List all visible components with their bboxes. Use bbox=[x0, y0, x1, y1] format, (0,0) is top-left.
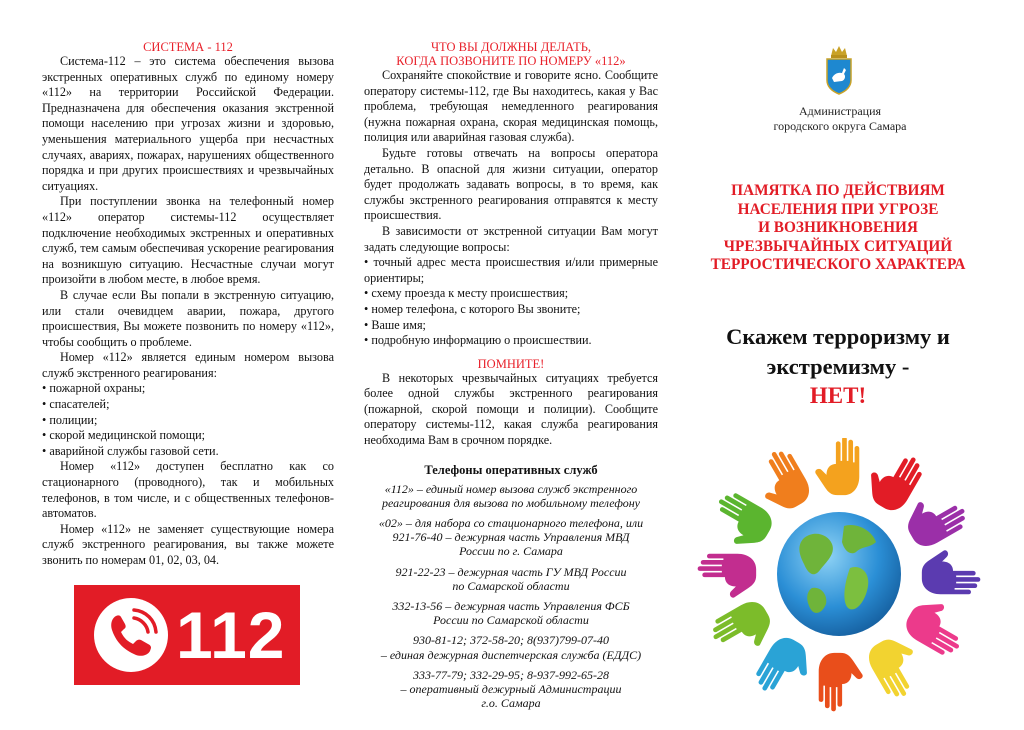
heading-line: ЧТО ВЫ ДОЛЖНЫ ДЕЛАТЬ, bbox=[430, 40, 592, 54]
section-heading-what-to-do bbox=[364, 40, 658, 68]
memo-title bbox=[682, 182, 994, 275]
list-item: • подробную информацию о происшествии. bbox=[364, 333, 658, 349]
title-line: НАСЕЛЕНИЯ ПРИ УГРОЗЕ bbox=[737, 200, 939, 218]
paragraph: Будьте готовы отвечать на вопросы оператора детально. В опасной для жизни ситуации, оператор будет продолжать задавать вопросы, в то время, как службы экстренного реагирования отправятся к месту происшествия. bbox=[364, 145, 658, 223]
questions-list bbox=[364, 255, 658, 349]
phone-line: «02» – для набора со стационарного телефона, или bbox=[378, 516, 644, 531]
samara-coat-of-arms-icon bbox=[822, 44, 856, 96]
hand-icon bbox=[860, 443, 927, 516]
globe-icon bbox=[777, 512, 901, 636]
phones-list bbox=[364, 482, 658, 711]
paragraph: Номер «112» не заменяет существующие номера служб экстренного реагирования, вы также можете звонить по номерам 01, 02, 03, 04. bbox=[42, 521, 334, 567]
admin-line: городского округа Самара bbox=[773, 118, 907, 133]
phone-line: 921-22-23 – дежурная часть ГУ МВД России bbox=[395, 564, 627, 579]
phone-line: 921-76-40 – дежурная часть Управления МВД bbox=[392, 530, 630, 545]
slogan-line: экстремизму - bbox=[766, 353, 910, 379]
list-item: • пожарной охраны; bbox=[42, 381, 334, 397]
column-system-112 bbox=[42, 40, 334, 569]
paragraph: Сохраняйте спокойствие и говорите ясно. Сообщите оператору системы-112, где Вы находитесь, какая у Вас проблема, требующая немедленного реагирования (нужна пожарная охрана, скорая медицинская помощь, полиция или аварийная газовая служба). bbox=[364, 68, 658, 145]
heading-line: КОГДА ПОЗВОНИТЕ ПО НОМЕРУ «112» bbox=[396, 54, 626, 68]
paragraph: Номер «112» доступен бесплатно как со стационарного (проводного), так и мобильных телефонов, в том числе, и с общественных телефонов-автоматов. bbox=[42, 459, 334, 521]
phone-line: России по Самарской области bbox=[433, 613, 589, 628]
hand-icon bbox=[922, 550, 981, 594]
slogan-line: Скажем терроризму и bbox=[726, 324, 950, 349]
slogan bbox=[682, 322, 994, 411]
list-item: • точный адрес места происшествия и/или примерные ориентиры; bbox=[364, 255, 658, 286]
list-item: • номер телефона, с которого Вы звоните; bbox=[364, 302, 658, 318]
title-line: ПАМЯТКА ПО ДЕЙСТВИЯМ bbox=[731, 182, 945, 199]
paragraph: Система-112 – это система обеспечения вызова экстренных оперативных служб по единому номеру «112» на территории Российской Федерации. Предназначена для обеспечения оказания экстренной помощи населению при угрозах жизни и здоровью, уменьшения материального ущерба при несчастных случаях, авариях, пожарах, нарушениях общественного порядка и при других происшествиях и чрезвычайных ситуациях. bbox=[42, 54, 334, 193]
paragraph: В случае если Вы попали в экстренную ситуацию, или стали очевидцем аварии, пожара, другого происшествия, Вы можете позвонить по номеру «112», чтобы сообщить о проблеме. bbox=[42, 287, 334, 349]
services-list bbox=[42, 381, 334, 459]
slogan-no: НЕТ! bbox=[809, 383, 867, 408]
phones-title: Телефоны оперативных служб bbox=[424, 462, 598, 477]
paragraph: В некоторых чрезвычайных ситуациях требуется более одной службы экстренного реагирования (пожарной, скорой помощи и полиции). Сообщите оператору системы-112, какая служба реагирования необходима Вам в срочном порядке. bbox=[364, 370, 658, 448]
hand-icon bbox=[698, 554, 757, 598]
hand-icon bbox=[751, 632, 818, 705]
hand-icon bbox=[815, 438, 859, 495]
phone-line: 930-81-12; 372-58-20; 8(937)799-07-40 bbox=[413, 633, 609, 648]
phone-entry bbox=[364, 668, 658, 711]
phone-line: – оперативный дежурный Администрации bbox=[400, 682, 622, 697]
list-item: • аварийной службы газовой сети. bbox=[42, 444, 334, 460]
title-line: ЧРЕЗВЫЧАЙНЫХ СИТУАЦИЙ bbox=[723, 237, 953, 255]
admin-line: Администрация bbox=[798, 104, 882, 118]
paragraph: В зависимости от экстренной ситуации Вам могут задать следующие вопросы: bbox=[364, 223, 658, 254]
list-item: • Ваше имя; bbox=[364, 318, 658, 334]
paragraph: Номер «112» является единым номером вызова служб экстренного реагирования: bbox=[42, 350, 334, 380]
administration-label bbox=[760, 104, 920, 133]
banner-number: 112 bbox=[176, 598, 286, 672]
phone-entry bbox=[364, 633, 658, 661]
banner-112 bbox=[74, 585, 300, 685]
title-line: И ВОЗНИКНОВЕНИЯ bbox=[758, 219, 918, 237]
globe-with-hands-image bbox=[694, 438, 984, 716]
list-item: • схему проезда к месту происшествия; bbox=[364, 286, 658, 302]
list-item: • полиции; bbox=[42, 413, 334, 429]
phone-entry bbox=[364, 482, 658, 510]
phone-entry bbox=[364, 599, 658, 627]
list-item: • скорой медицинской помощи; bbox=[42, 428, 334, 444]
column-what-to-do bbox=[364, 40, 658, 711]
title-line: ТЕРРОСТИЧЕСКОГО ХАРАКТЕРА bbox=[710, 256, 966, 274]
phone-line: 333-77-79; 332-29-95; 8-937-992-65-28 bbox=[413, 667, 609, 682]
list-item: • спасателей; bbox=[42, 397, 334, 413]
phone-line: г.о. Самара bbox=[481, 696, 541, 711]
phone-line: «112» – единый номер вызова служб экстренного bbox=[384, 481, 638, 496]
phone-entry bbox=[364, 516, 658, 559]
phone-entry bbox=[364, 565, 658, 593]
phone-line: реагирования для вызова по мобильному телефону bbox=[382, 495, 640, 510]
hand-icon bbox=[819, 653, 863, 712]
phone-line: – единая дежурная диспетчерская служба (ЕДДС) bbox=[380, 647, 642, 662]
remember-heading: ПОМНИТЕ! bbox=[477, 356, 545, 371]
phone-line: России по г. Самара bbox=[459, 544, 563, 559]
paragraph: При поступлении звонка на телефонный номер «112» оператор системы-112 осуществляет подключение необходимых экстренных и оперативных служб, тем самым обеспечивая ускорение реагирования на возникшую ситуацию. Несчастные случаи могут произойти в любом месте, в любое время. bbox=[42, 194, 334, 287]
phone-line: 332-13-56 – дежурная часть Управления ФСБ bbox=[392, 599, 630, 614]
phone-icon bbox=[94, 598, 168, 672]
section-heading-system-112: СИСТЕМА - 112 bbox=[143, 40, 233, 54]
phone-line: по Самарской области bbox=[452, 578, 570, 593]
